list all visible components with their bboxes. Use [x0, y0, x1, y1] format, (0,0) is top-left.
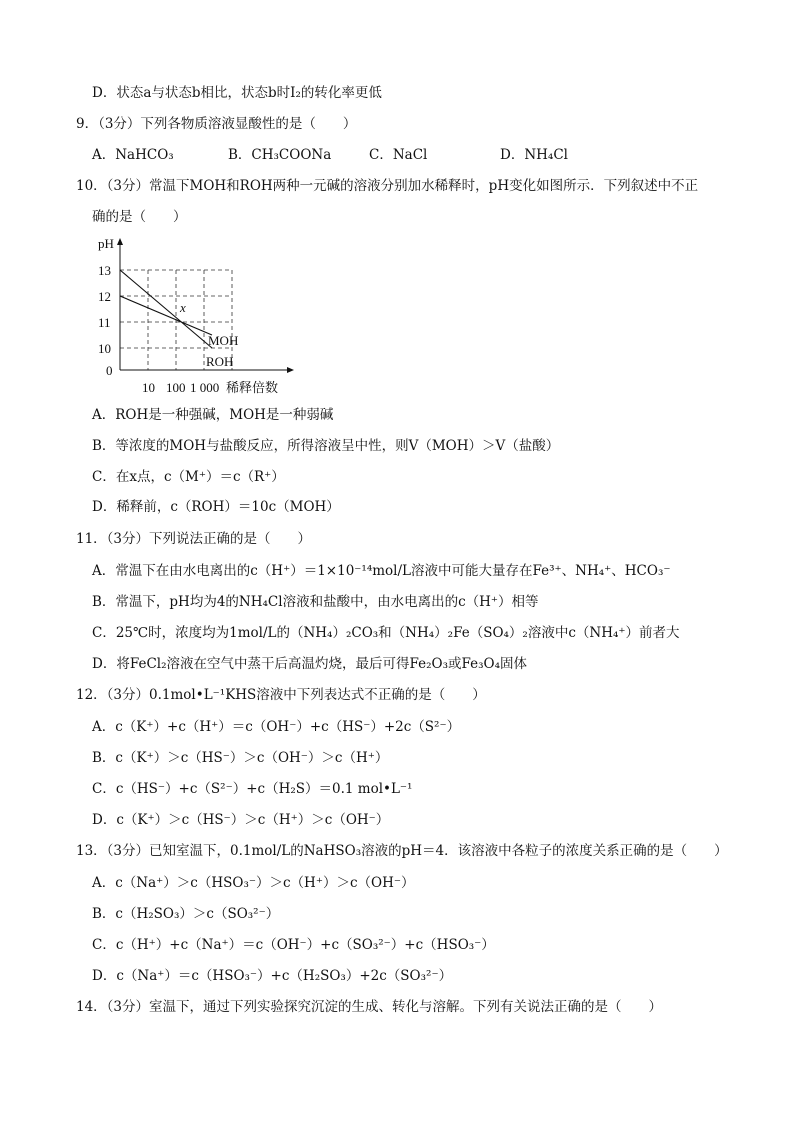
q13-option-d: D．c（Na⁺）＝c（HSO₃⁻）+c（H₂SO₃）+2c（SO₃²⁻）	[92, 968, 453, 984]
y-axis-arrow-icon	[117, 238, 123, 245]
x-tick-label: 100	[166, 380, 186, 395]
q9-option-b: B．CH₃COONa	[228, 147, 332, 163]
q10-option-d: D．稀释前，c（ROH）＝10c（MOH）	[92, 499, 340, 515]
q10-option-c: C．在x点，c（M⁺）＝c（R⁺）	[92, 469, 285, 485]
q12-option-d: D．c（K⁺）＞c（HS⁻）＞c（H⁺）＞c（OH⁻）	[92, 812, 390, 828]
q10-stem-line1: 10．（3分）常温下MOH和ROH两种一元碱的溶液分别加水稀释时，pH变化如图所示．下列叙述中不正	[76, 178, 699, 194]
y-tick-label: 0	[106, 363, 113, 378]
q13-option-c: C．c（H⁺）+c（Na⁺）＝c（OH⁻）+c（SO₃²⁻）+c（HSO₃⁻）	[92, 937, 495, 953]
q10-option-a: A．ROH是一种强碱，MOH是一种弱碱	[92, 407, 334, 423]
q9-option-c: C．NaCl	[369, 147, 428, 163]
q8-option-d: D．状态a与状态b相比，状态b时I₂的转化率更低	[92, 85, 382, 101]
q9-option-a: A．NaHCO₃	[92, 147, 174, 163]
x-tick-label: 1 000	[190, 380, 220, 395]
q9-option-d: D．NH₄Cl	[500, 147, 568, 163]
y-tick-label: 12	[98, 289, 111, 304]
y-tick-label: 11	[98, 315, 111, 330]
q11-option-c: C．25℃时，浓度均为1mol/L的（NH₄）₂CO₃和（NH₄）₂Fe（SO₄）₂溶液中c（NH₄⁺）前者大	[92, 625, 680, 641]
q13-stem: 13．（3分）已知室温下，0.1mol/L的NaHSO₃溶液的pH＝4．该溶液中各粒子的浓度关系正确的是（ ）	[76, 843, 728, 859]
q10-stem-line2: 确的是（ ）	[92, 209, 187, 225]
ph-dilution-chart	[96, 236, 306, 398]
q11-option-a: A．常温下在由水电离出的c（H⁺）＝1×10⁻¹⁴mol/L溶液中可能大量存在Fe³⁺、NH₄⁺、HCO₃⁻	[92, 563, 671, 579]
x-tick-labels	[142, 380, 219, 395]
series-line-roh	[120, 270, 212, 348]
y-axis-label: pH	[98, 236, 114, 251]
q9-stem: 9．（3分）下列各物质溶液显酸性的是（ ）	[76, 116, 357, 132]
q11-option-d: D．将FeCl₂溶液在空气中蒸干后高温灼烧，最后可得Fe₂O₃或Fe₃O₄固体	[92, 656, 528, 672]
q11-stem: 11．（3分）下列说法正确的是（ ）	[76, 531, 312, 547]
series-label-moh: MOH	[208, 333, 239, 348]
q13-option-a: A．c（Na⁺）＞c（HSO₃⁻）＞c（H⁺）＞c（OH⁻）	[92, 875, 415, 891]
series-line-moh	[120, 296, 212, 335]
q12-stem: 12．（3分）0.1mol•L⁻¹KHS溶液中下列表达式不正确的是（ ）	[76, 687, 486, 703]
y-tick-label: 10	[98, 341, 111, 356]
q12-option-b: B．c（K⁺）＞c（HS⁻）＞c（OH⁻）＞c（H⁺）	[92, 750, 389, 766]
q14-stem: 14．（3分）室温下，通过下列实验探究沉淀的生成、转化与溶解。下列有关说法正确的是（ ）	[76, 999, 663, 1015]
q10-option-b: B．等浓度的MOH与盐酸反应，所得溶液呈中性，则V（MOH）＞V（盐酸）	[92, 438, 560, 454]
series-label-roh: ROH	[206, 354, 234, 369]
q12-option-c: C．c（HS⁻）+c（S²⁻）+c（H₂S）＝0.1 mol•L⁻¹	[92, 781, 413, 797]
q11-option-b: B．常温下，pH均为4的NH₄Cl溶液和盐酸中，由水电离出的c（H⁺）相等	[92, 594, 539, 610]
x-tick-label: 10	[142, 380, 155, 395]
series-lines	[120, 270, 212, 348]
q12-option-a: A．c（K⁺）+c（H⁺）＝c（OH⁻）+c（HS⁻）+2c（S²⁻）	[92, 719, 461, 735]
x-axis-arrow-icon	[287, 367, 294, 373]
y-tick-labels	[98, 263, 113, 378]
point-x-annotation: x	[180, 300, 186, 315]
x-axis-label: 稀释倍数	[226, 380, 279, 395]
q13-option-b: B．c（H₂SO₃）＞c（SO₃²⁻）	[92, 906, 280, 922]
y-tick-label: 13	[98, 263, 111, 278]
